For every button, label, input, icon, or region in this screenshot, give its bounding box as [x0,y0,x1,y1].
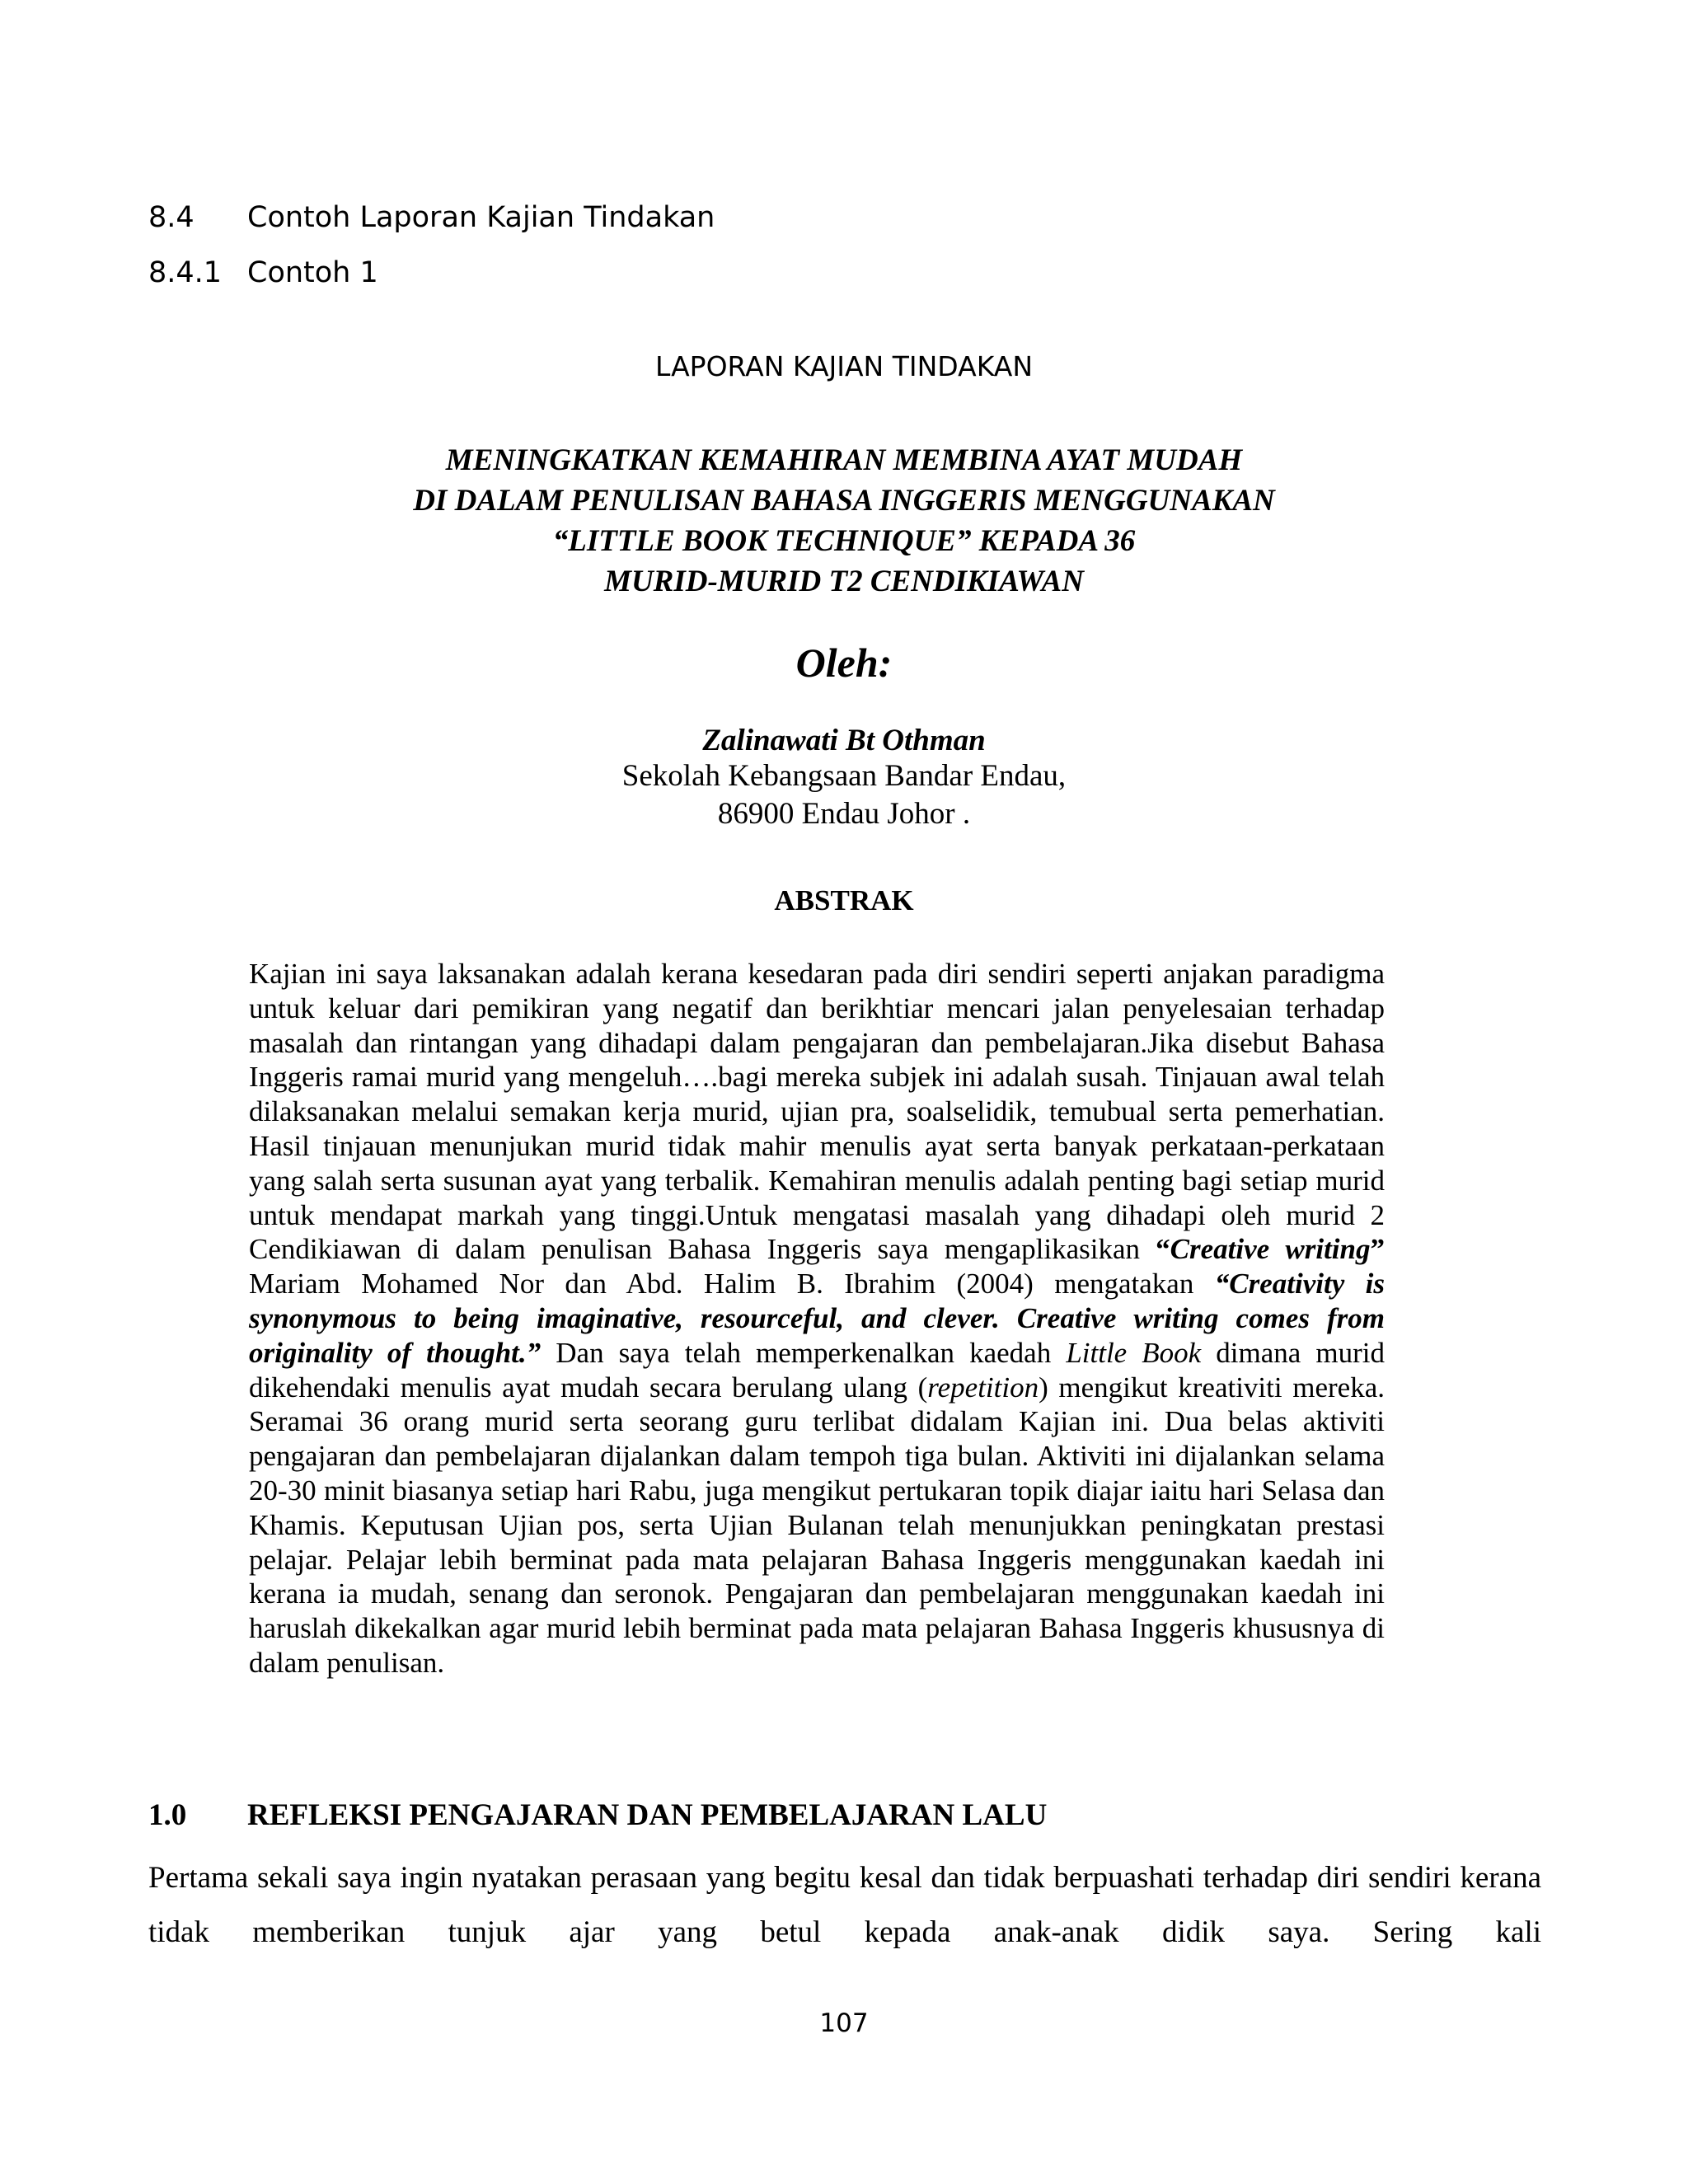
heading-8-4-1 [148,256,378,289]
repetition-term: repetition [927,1371,1039,1404]
abstract-text: Dan saya telah memperkenalkan kaedah [541,1336,1067,1369]
abstract-body [249,957,1385,1680]
abstract-text: Mariam Mohamed Nor dan Abd. Halim B. Ibrahim (2004) mengatakan [249,1268,1215,1301]
abstract-text: dimana murid dikehendaki menulis ayat mudah secara berulang ulang ( [249,1336,1386,1404]
author-name: Zalinawati Bt Othman [702,724,986,757]
section-number: 1.0 [148,1798,187,1832]
section-title: REFLEKSI PENGAJARAN DAN PEMBELAJARAN LALU [247,1798,1048,1832]
creativity-quote: “Creativity is synonymous to being imaginative, resourceful, and clever. Creative writing comes from originality of thought.” [249,1268,1385,1369]
section-body: Pertama sekali saya ingin nyatakan perasaan yang begitu kesal dan tidak berpuashati terhadap diri sendiri kerana tidak memberikan tunjuk ajar yang betul kepada anak-anak didik saya. Sering kali [148,1861,1541,1949]
heading-text: Contoh Laporan Kajian Tindakan [247,201,715,234]
abstract-text: Kajian ini saya laksanakan adalah kerana kesedaran pada diri sendiri seperti anjakan paradigma untuk keluar dari pemikiran yang negatif dan berikhtiar mencari jalan penyelesaian terhadap masalah dan rintangan yang dihadapi dalam pengajaran dan pembelajaran.Jika disebut Bahasa Inggeris ramai murid yang mengeluh….bagi mereka subjek ini adalah susah. Tinjauan awal telah dilaksanakan melalui semakan kerja murid, ujian pra, soalselidik, temubual serta pemerhatian. Hasil tinjauan menunjukan murid tidak mahir menulis ayat serta banyak perkataan-perkataan yang salah serta susunan ayat yang terbalik. Kemahiran menulis adalah penting bagi setiap murid untuk mendapat markah yang tinggi.Untuk mengatasi masalah yang dihadapi oleh murid 2 Cendikiawan di dalam penulisan Bahasa Inggeris saya mengaplikasikan [249,958,1385,1266]
quote-mark: ” [1370,1233,1385,1266]
report-label: LAPORAN KAJIAN TINDAKAN [654,350,1034,382]
creative-writing-term: Creative writing [1170,1233,1371,1266]
title-line: “LITTLE BOOK TECHNIQUE” KEPADA 36 [552,524,1136,558]
title-line: DI DALAM PENULISAN BAHASA INGGERIS MENGGUNAKAN [413,484,1275,518]
heading-number: 8.4.1 [148,256,223,289]
section-heading-1-0 [148,1797,1047,1833]
oleh-label: Oleh: [795,640,893,686]
page-number: 107 [819,2008,869,2038]
abstract-heading: ABSTRAK [774,884,914,916]
little-book-term: Little Book [1066,1336,1202,1369]
author-postcode: 86900 Endau Johor . [717,797,971,831]
title-line: MURID-MURID T2 CENDIKIAWAN [604,565,1084,598]
author-school: Sekolah Kebangsaan Bandar Endau, [621,759,1067,793]
title-line: MENINGKATKAN KEMAHIRAN MEMBINA AYAT MUDAH [445,443,1243,477]
heading-number: 8.4 [148,201,195,234]
quote-mark: “ [1156,1233,1170,1266]
heading-8-4 [148,201,715,234]
abstract-text: ) mengikut kreativiti mereka. Seramai 36 orang murid serta seorang guru terlibat didalam Kajian ini. Dua belas aktiviti pengajaran dan pembelajaran dijalankan dalam tempoh tiga bulan. Aktiviti ini dijalankan selama 20-30 minit biasanya setiap hari Rabu, juga mengikut pertukaran topik diajar iaitu hari Selasa dan Khamis. Keputusan Ujian pos, serta Ujian Bulanan telah menunjukkan peningkatan prestasi pelajar. Pelajar lebih berminat pada mata pelajaran Bahasa Inggeris menggunakan kaedah ini kerana ia mudah, senang dan seronok. Pengajaran dan pembelajaran menggunakan kaedah ini haruslah dikekalkan agar murid lebih berminat pada mata pelajaran Bahasa Inggeris khususnya di dalam penulisan. [249,1371,1385,1679]
heading-text: Contoh 1 [247,256,378,289]
report-title [0,440,1688,602]
